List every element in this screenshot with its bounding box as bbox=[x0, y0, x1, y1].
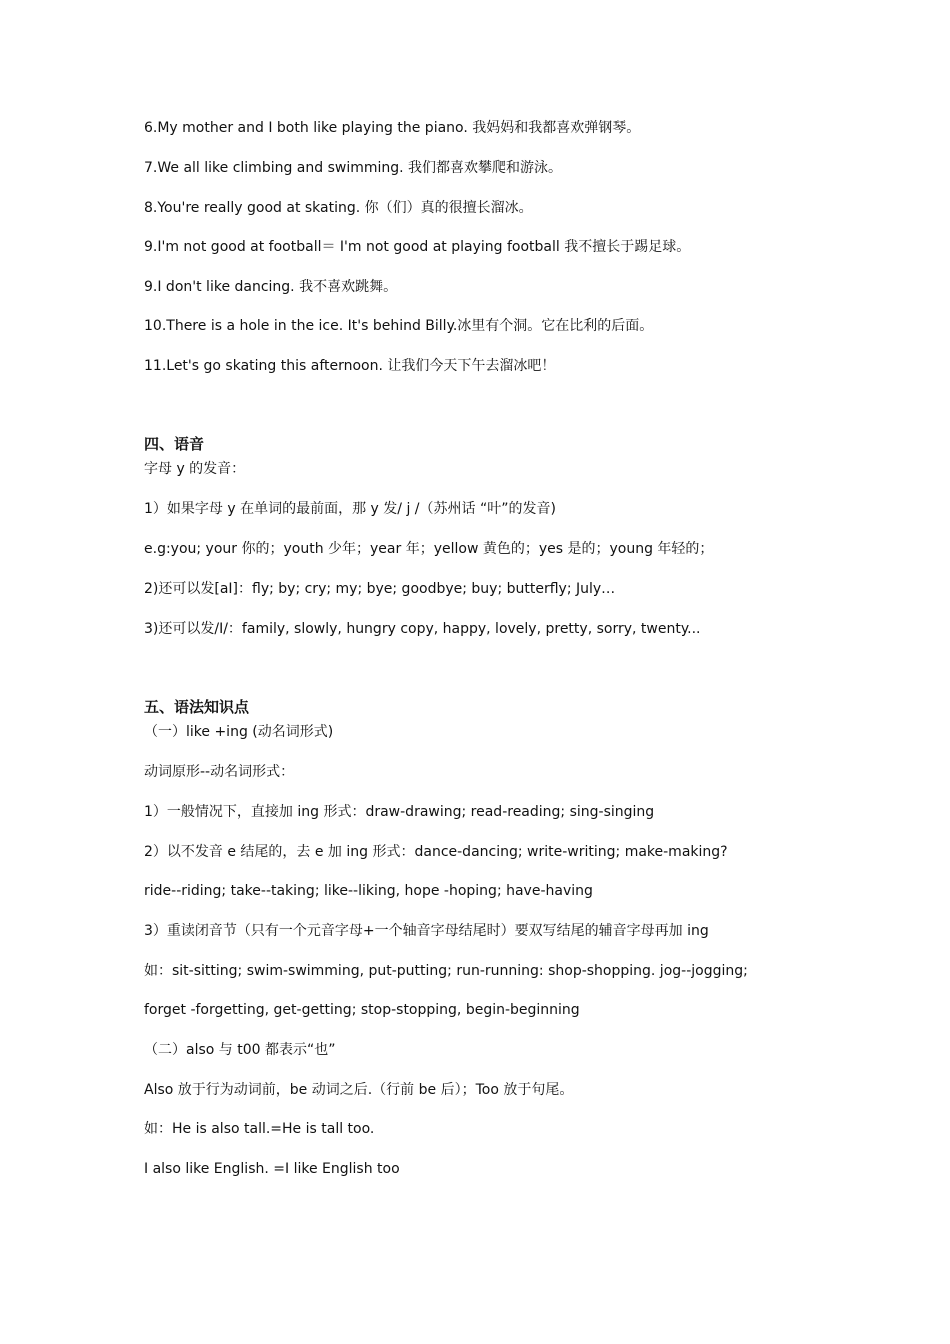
phonics-rule: 3)还可以发/I/：family, slowly, hungry copy, happy, lovely, pretty, sorry, twenty... bbox=[144, 621, 701, 637]
grammar-subheading: （一）like +ing (动名词形式) bbox=[144, 724, 334, 740]
phonics-intro: 字母 y 的发音： bbox=[144, 461, 246, 477]
section-heading-phonics: 四、语音 bbox=[144, 435, 205, 453]
grammar-rule: 2）以不发音 e 结尾的，去 e 加 ing 形式：dance-dancing; write-writing; make-making? bbox=[144, 844, 728, 860]
sentence-line: 6.My mother and I both like playing the piano. 我妈妈和我都喜欢弹钢琴。 bbox=[144, 120, 641, 136]
phonics-rule: 2)还可以发[aI]：fly; by; cry; my; bye; goodbye; buy; butterfly; July… bbox=[144, 581, 616, 597]
grammar-example: 如：He is also tall.=He is tall too. bbox=[144, 1121, 375, 1137]
sentence-line: 8.You're really good at skating. 你（们）真的很擅长溜冰。 bbox=[144, 200, 533, 216]
grammar-intro: 动词原形--动名词形式： bbox=[144, 764, 295, 780]
phonics-rule: 1）如果字母 y 在单词的最前面，那 y 发/ j /（苏州话 “叶”的发音) bbox=[144, 501, 556, 517]
grammar-examples: 如：sit-sitting; swim-swimming, put-putting; run-running: shop-shopping. jog--jogging; bbox=[144, 963, 748, 979]
grammar-rule: 3）重读闭音节（只有一个元音字母+一个轴音字母结尾时）要双写结尾的辅音字母再加 ing bbox=[144, 923, 709, 939]
grammar-rule-continued: ride--riding; take--taking; like--liking, hope -hoping; have-having bbox=[144, 883, 593, 899]
sentence-line: 11.Let's go skating this afternoon. 让我们今天下午去溜冰吧！ bbox=[144, 358, 556, 374]
section-heading-grammar: 五、语法知识点 bbox=[144, 698, 250, 716]
grammar-example: I also like English. =I like English too bbox=[144, 1161, 400, 1177]
sentence-line: 10.There is a hole in the ice. It's behind Billy.冰里有个洞。它在比利的后面。 bbox=[144, 318, 654, 334]
grammar-examples-continued: forget -forgetting, get-getting; stop-stopping, begin-beginning bbox=[144, 1002, 580, 1018]
phonics-examples: e.g:you; your 你的；youth 少年；year 年；yellow 黄色的；yes 是的；young 年轻的； bbox=[144, 541, 714, 557]
sentence-line: 9.I don't like dancing. 我不喜欢跳舞。 bbox=[144, 279, 398, 295]
sentence-line: 9.I'm not good at football＝ I'm not good at playing football 我不擅长于踢足球。 bbox=[144, 239, 691, 255]
grammar-subheading: （二）also 与 t00 都表示“也” bbox=[144, 1042, 336, 1058]
sentence-line: 7.We all like climbing and swimming. 我们都喜欢攀爬和游泳。 bbox=[144, 160, 563, 176]
grammar-rule: Also 放于行为动词前，be 动词之后.（行前 be 后）；Too 放于句尾。 bbox=[144, 1082, 574, 1098]
grammar-rule: 1）一般情况下，直接加 ing 形式：draw-drawing; read-reading; sing-singing bbox=[144, 804, 655, 820]
